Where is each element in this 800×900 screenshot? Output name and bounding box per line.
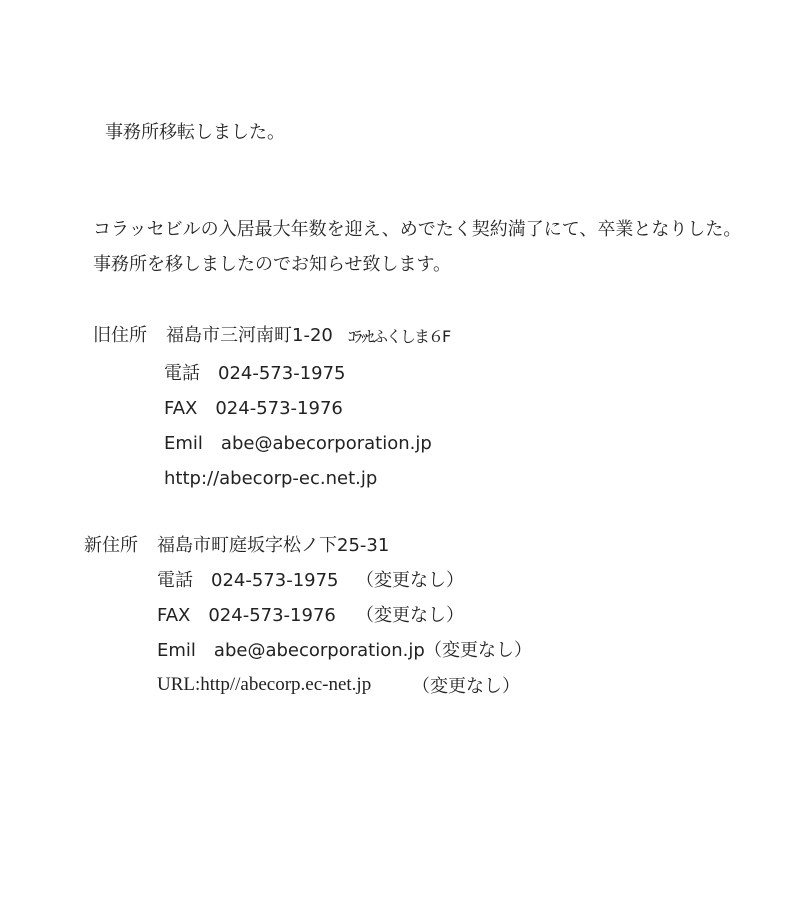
new-phone: 電話 024-573-1975 <box>157 570 339 591</box>
new-phone-note: （変更なし） <box>356 570 464 591</box>
old-fax: FAX 024-573-1976 <box>164 398 343 419</box>
new-url: URL:http//abecorp.ec-net.jp <box>157 674 372 695</box>
new-email: Emil abe@abecorporation.jp <box>157 640 425 661</box>
old-address: 福島市三河南町1-20 <box>166 325 333 346</box>
new-url-note: （変更なし） <box>412 676 520 697</box>
new-address-label: 新住所 <box>84 535 138 556</box>
new-email-note: （変更なし） <box>424 640 532 661</box>
old-address-label: 旧住所 <box>93 325 147 346</box>
old-phone: 電話 024-573-1975 <box>164 363 346 384</box>
new-fax: FAX 024-573-1976 <box>157 605 336 626</box>
intro-line-2: 事務所を移しましたのでお知らせ致します。 <box>93 254 452 275</box>
old-building: ｺﾗｯｾふくしま６F <box>348 327 450 346</box>
old-email: Emil abe@abecorporation.jp <box>164 433 432 454</box>
old-url: http://abecorp-ec.net.jp <box>164 468 378 489</box>
new-address: 福島市町庭坂字松ノ下25-31 <box>157 535 390 556</box>
new-fax-note: （変更なし） <box>356 605 464 626</box>
page-heading: 事務所移転しました。 <box>105 122 285 143</box>
intro-line-1: コラッセビルの入居最大年数を迎え、めでたく契約満了にて、卒業となりした。 <box>93 219 742 240</box>
